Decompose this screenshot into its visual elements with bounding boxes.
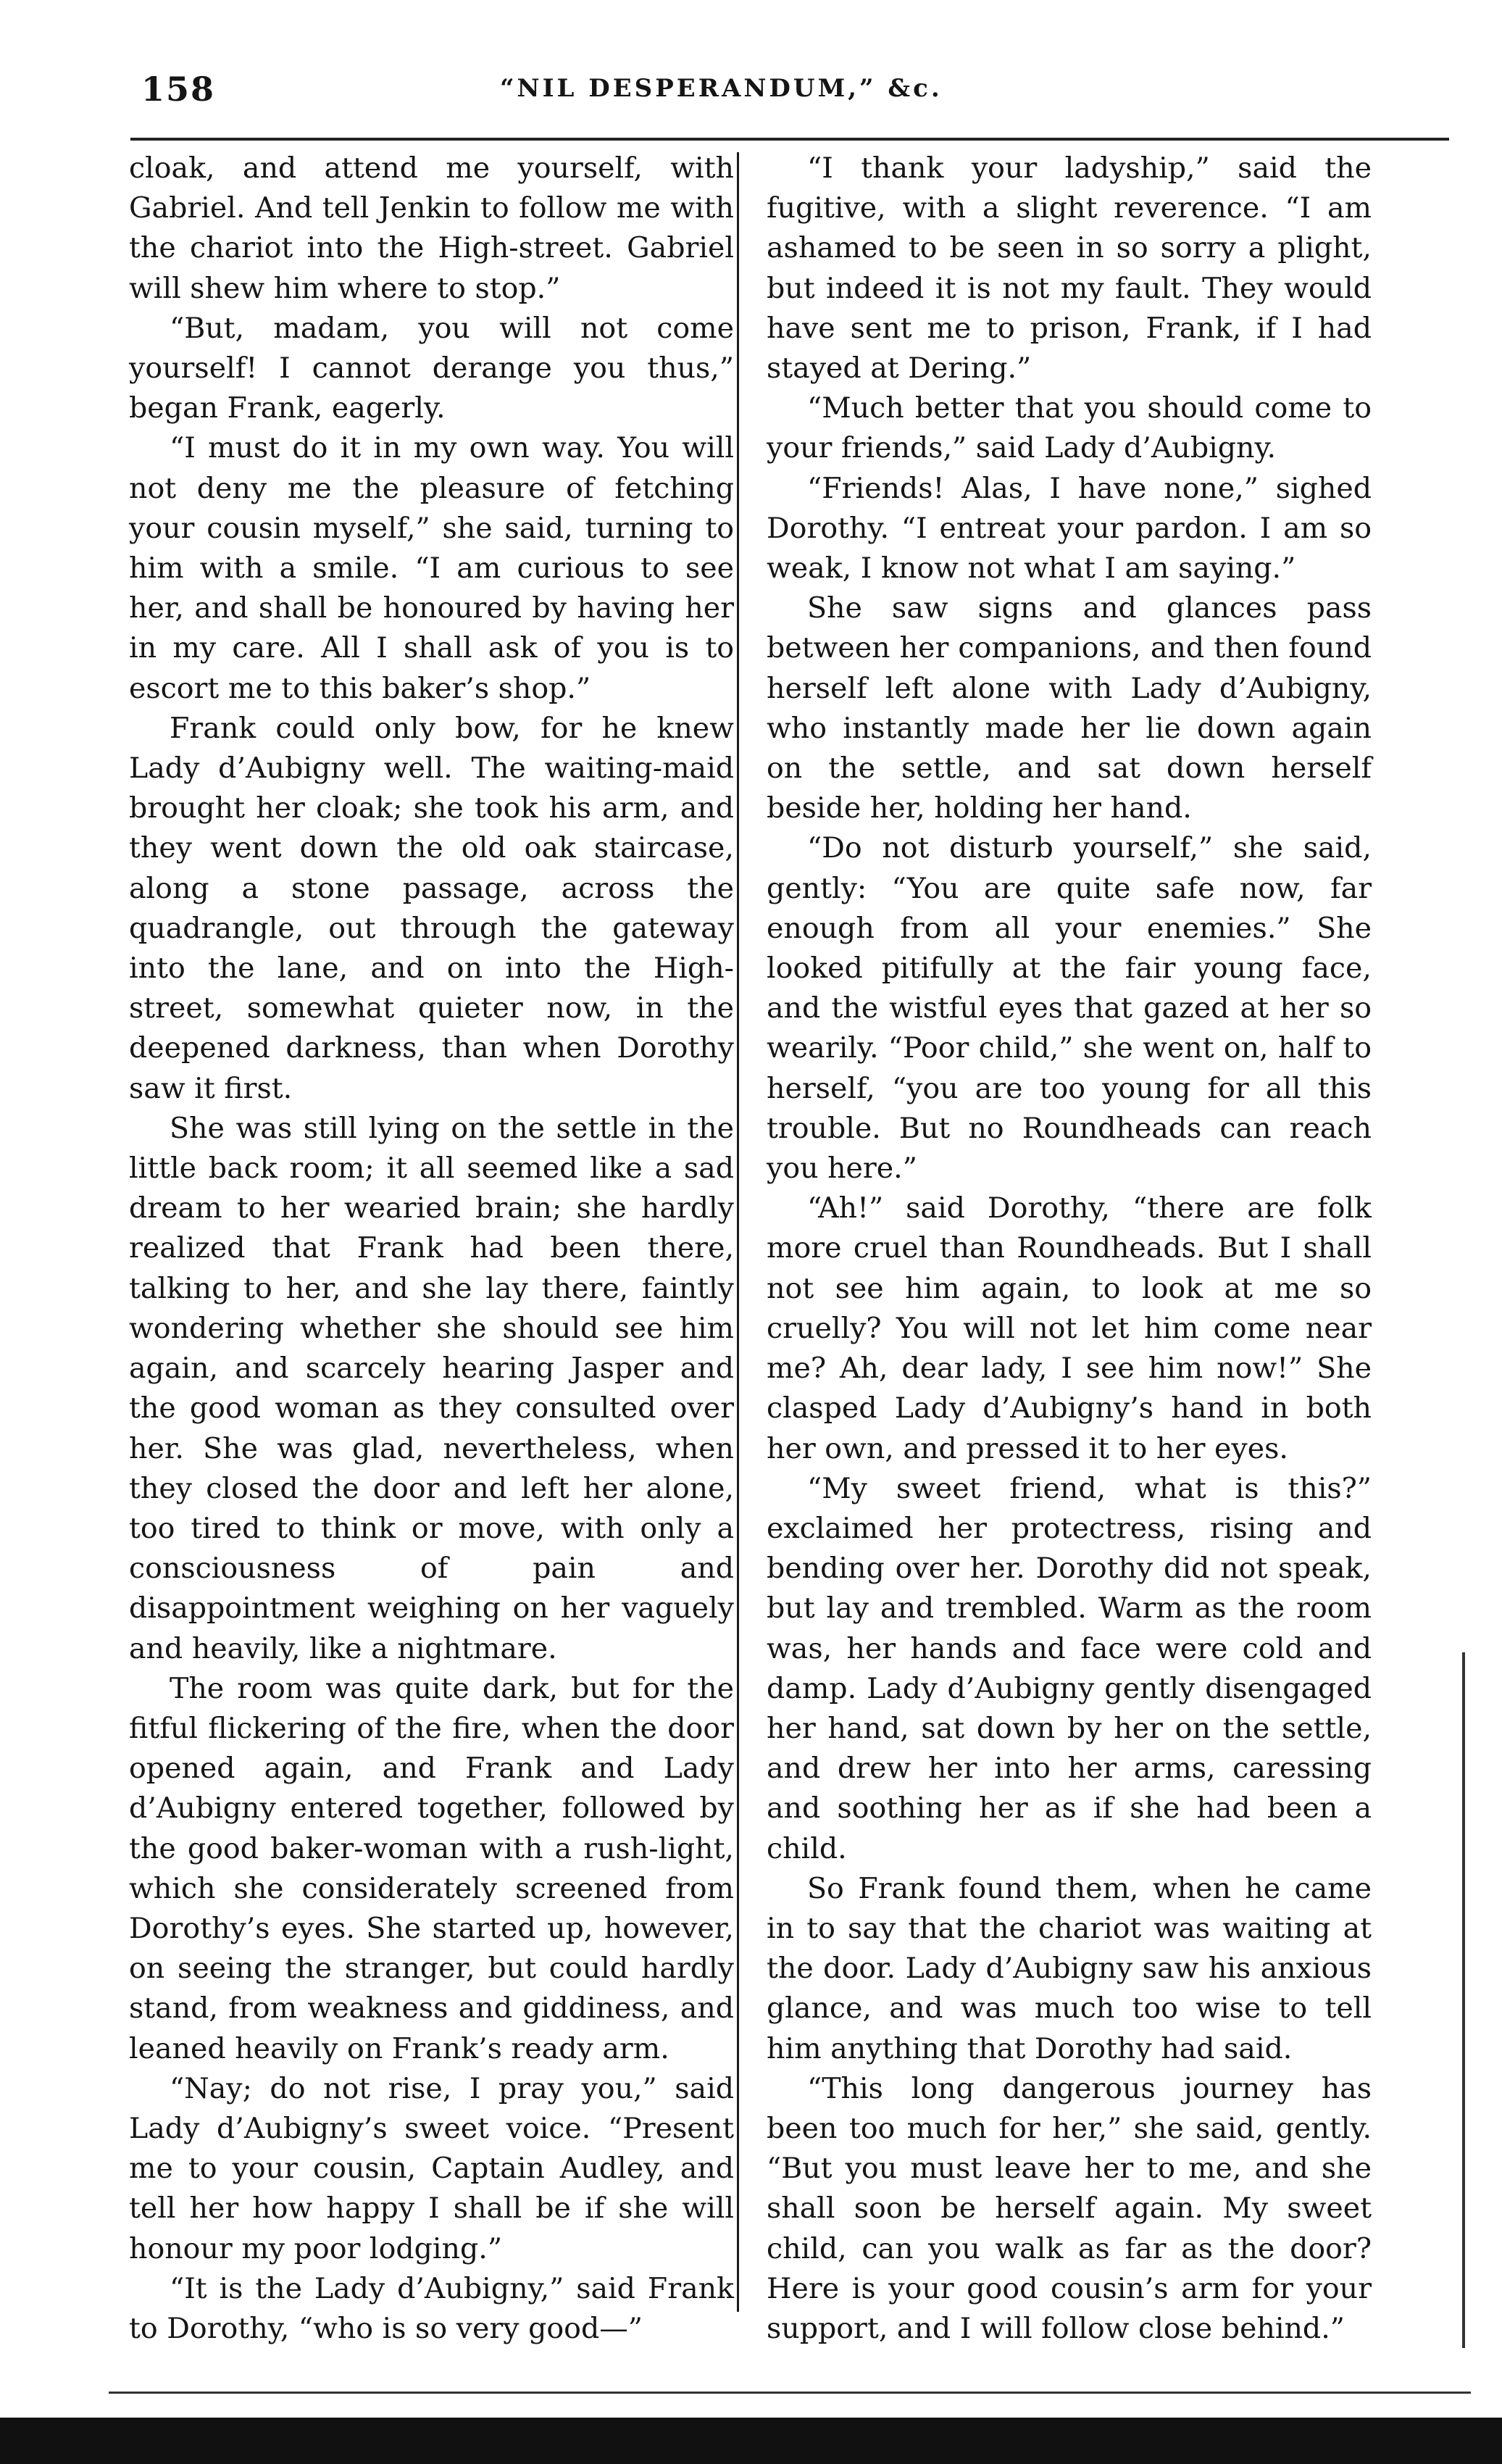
paragraph: “This long dangerous journey has been too much for her,” she said, gently. “But you must leave her to me, and she shall soon be herself again. My sweet child, can you walk as far as the door? Here is your good cousin’s arm for your support, and I will follow close behind.” <box>767 2071 1372 2345</box>
header-rule <box>130 138 1449 141</box>
paragraph: She was still lying on the settle in the little back room; it all seemed like a sad dream to her wearied brain; she hardly realized that Frank had been there, talking to her, and she lay there, faintly wondering whether she should see him again, and scarcely hearing Jasper and the good woman as they consulted over her. She was glad, nevertheless, when they closed the door and left her alone, too tired to think or move, with only a consciousness of pain and disappointment weighing on her vaguely and heavily, like a nightmare. <box>129 1111 734 1665</box>
paragraph: cloak, and attend me yourself, with Gabriel. And tell Jenkin to follow me with the chariot into the High-street. Gabriel will shew him where to stop.” <box>129 151 734 305</box>
page-edge-mark <box>1462 1652 1465 2348</box>
paragraph: “Friends! Alas, I have none,” sighed Dorothy. “I entreat your pardon. I am so weak, I know not what I am saying.” <box>767 471 1372 586</box>
page-number: 158 <box>141 70 216 109</box>
right-column <box>767 149 1372 2349</box>
paragraph: “But, madam, you will not come yourself! I cannot derange you thus,” began Frank, eagerly. <box>129 311 734 425</box>
paragraph: “Do not disturb yourself,” she said, gently: “You are quite safe now, far enough from all your enemies.” She looked pitifully at the fair young face, and the wistful eyes that gazed at her so wearily. “Poor child,” she went on, half to herself, “you are too young for all this trouble. But no Roundheads can reach you here.” <box>767 831 1372 1186</box>
bottom-rule <box>109 2392 1471 2394</box>
paragraph: “I thank your ladyship,” said the fugitive, with a slight reverence. “I am ashamed to be seen in so sorry a plight, but indeed it is not my fault. They would have sent me to prison, Frank, if I had stayed at Dering.” <box>767 151 1372 386</box>
paragraph: Frank could only bow, for he knew Lady d’Aubigny well. The waiting-maid brought her cloak; she took his arm, and they went down the old oak staircase, along a stone passage, across the quadrangle, out through the gateway into the lane, and on into the High-street, somewhat quieter now, in the deepened darkness, than when Dorothy saw it first. <box>129 711 734 1105</box>
paragraph: “I must do it in my own way. You will not deny me the pleasure of fetching your cousin myself,” she said, turning to him with a smile. “I am curious to see her, and shall be honoured by having her in my care. All I shall ask of you is to escort me to this baker’s shop.” <box>129 431 734 705</box>
paragraph: So Frank found them, when he came in to say that the chariot was waiting at the door. Lady d’Aubigny saw his anxious glance, and was much too wise to tell him anything that Dorothy had said. <box>767 1871 1372 2065</box>
paragraph: “Ah!” said Dorothy, “there are folk more cruel than Roundheads. But I shall not see him again, to look at me so cruelly? You will not let him come near me? Ah, dear lady, I see him now!” She clasped Lady d’Aubigny’s hand in both her own, and pressed it to her eyes. <box>767 1191 1372 1465</box>
running-title: “NIL DESPERANDUM,” &c. <box>500 74 943 103</box>
paragraph: She saw signs and glances pass between her companions, and then found herself left alone with Lady d’Aubigny, who instantly made her lie down again on the settle, and sat down herself beside her, holding her hand. <box>767 591 1372 825</box>
paragraph: “Much better that you should come to your friends,” said Lady d’Aubigny. <box>767 391 1372 465</box>
paragraph: “It is the Lady d’Aubigny,” said Frank to Dorothy, “who is so very good—” <box>129 2271 734 2345</box>
paragraph: The room was quite dark, but for the fitful flickering of the fire, when the door opened again, and Frank and Lady d’Aubigny entered together, followed by the good baker-woman with a rush-light, which she considerately screened from Dorothy’s eyes. She started up, however, on seeing the stranger, but could hardly stand, from weakness and giddiness, and leaned heavily on Frank’s ready arm. <box>129 1671 734 2065</box>
paragraph: “Nay; do not rise, I pray you,” said Lady d’Aubigny’s sweet voice. “Present me to your cousin, Captain Audley, and tell her how happy I shall be if she will honour my poor lodging.” <box>129 2071 734 2265</box>
column-divider <box>737 152 739 2312</box>
scan-bottom-band <box>0 2418 1502 2464</box>
page-header <box>0 70 1502 128</box>
paragraph: “My sweet friend, what is this?” exclaimed her protectress, rising and bending over her. Dorothy did not speak, but lay and trembled. Warm as the room was, her hands and face were cold and damp. Lady d’Aubigny gently disengaged her hand, sat down by her on the settle, and drew her into her arms, caressing and soothing her as if she had been a child. <box>767 1471 1372 1865</box>
left-column <box>129 149 734 2349</box>
